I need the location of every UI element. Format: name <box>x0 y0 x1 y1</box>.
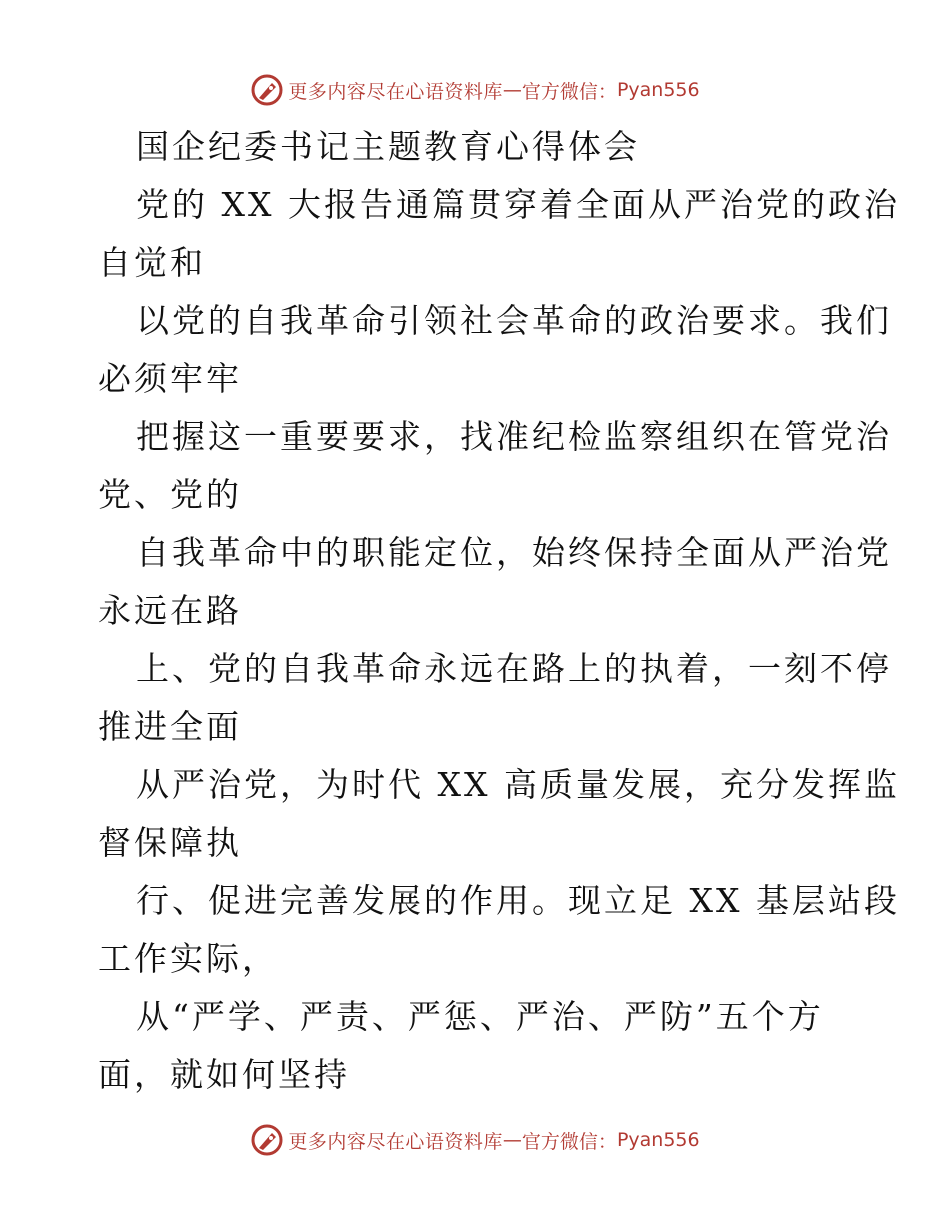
pen-nib-logo-icon <box>250 73 284 107</box>
banner-separator: — <box>502 1129 522 1151</box>
paragraph-line: 行、促进完善发展的作用。现立足 XX 基层站段 <box>136 881 900 920</box>
paragraph-line: 推进全面 <box>98 707 242 746</box>
paragraph-line: 工作实际， <box>98 939 278 978</box>
paragraph-line: 自觉和 <box>98 243 206 282</box>
paragraph-line: 从严治党，为时代 XX 高质量发展，充分发挥监 <box>136 765 900 804</box>
banner-wechat-account: Pyan556 <box>616 79 700 101</box>
banner-wechat-label: 官方微信： <box>521 1130 617 1153</box>
banner-brand-text: 更多内容尽在心语资料库 <box>288 80 503 103</box>
paragraph-line: 面，就如何坚持 <box>98 1055 350 1094</box>
document-title: 国企纪委书记主题教育心得体会 <box>136 127 640 166</box>
paragraph-line: 必须牢牢 <box>98 359 242 398</box>
banner-brand-text: 更多内容尽在心语资料库 <box>288 1130 503 1153</box>
footer-banner <box>0 1120 950 1160</box>
header-banner <box>0 70 950 110</box>
paragraph-line: 以党的自我革命引领社会革命的政治要求。我们 <box>136 301 892 340</box>
paragraph-line: 党的 XX 大报告通篇贯穿着全面从严治党的政治 <box>136 185 900 224</box>
banner-wechat-account: Pyan556 <box>616 1129 700 1151</box>
pen-nib-logo-icon <box>250 1123 284 1157</box>
paragraph-line: 从“严学、严责、严惩、严治、严防”五个方 <box>136 997 824 1036</box>
paragraph-line: 自我革命中的职能定位，始终保持全面从严治党 <box>136 533 892 572</box>
paragraph-line: 督保障执 <box>98 823 242 862</box>
banner-separator: — <box>502 79 522 101</box>
paragraph-line: 把握这一重要要求，找准纪检监察组织在管党治 <box>136 417 892 456</box>
document-body <box>98 118 900 1104</box>
paragraph-line: 永远在路 <box>98 591 242 630</box>
paragraph-line: 党、党的 <box>98 475 242 514</box>
paragraph-line: 上、党的自我革命永远在路上的执着，一刻不停 <box>136 649 892 688</box>
banner-wechat-label: 官方微信： <box>521 80 617 103</box>
